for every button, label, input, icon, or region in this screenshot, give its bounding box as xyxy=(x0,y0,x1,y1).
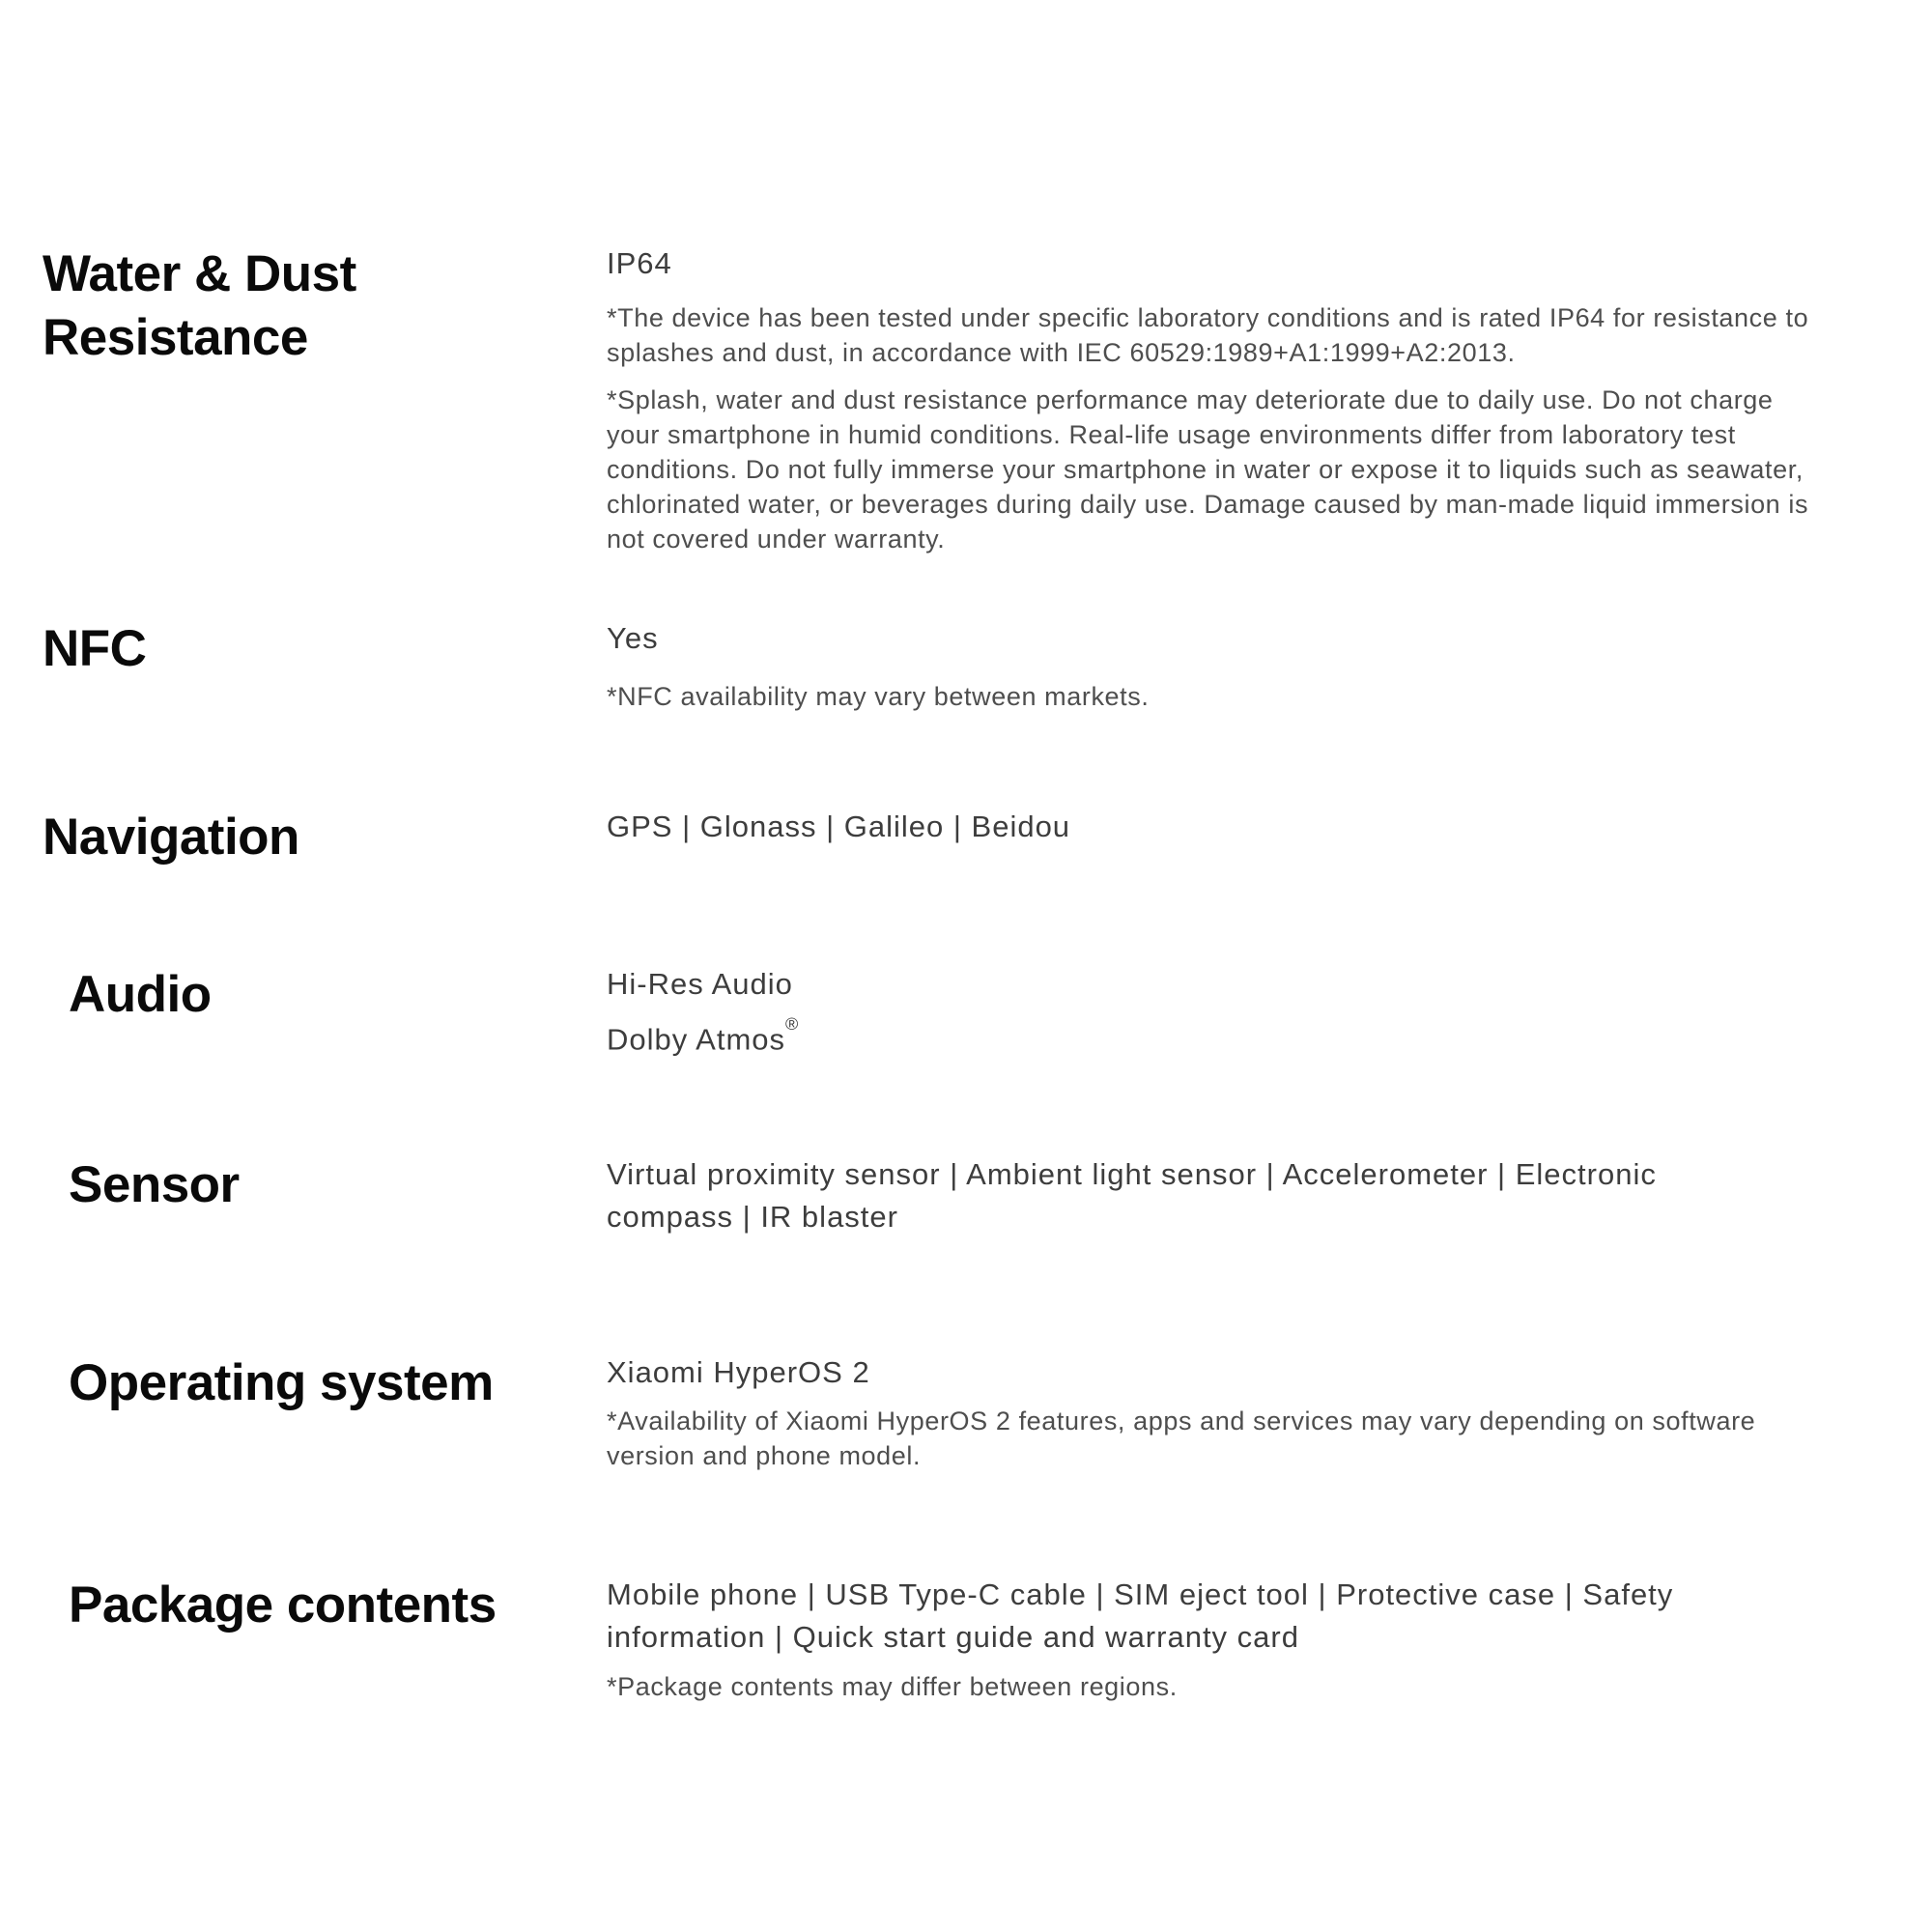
footnote-line: splashes and dust, in accordance with IEC 60529:1989+A1:1999+A2:2013. xyxy=(607,338,1516,367)
footnote-ip-test xyxy=(607,300,1920,370)
footnote-line: *Availability of Xiaomi HyperOS 2 features, apps and services may vary depending on software xyxy=(607,1406,1756,1435)
spec-content-nfc xyxy=(607,617,1920,714)
sensor-line: compass | IR blaster xyxy=(607,1200,898,1234)
dolby-atmos-text: Dolby Atmos xyxy=(607,1022,786,1057)
spec-content-navigation xyxy=(607,806,1920,848)
footnote-os-availability xyxy=(607,1404,1920,1473)
footnote-line: your smartphone in humid conditions. Real-life usage environments differ from laboratory test xyxy=(607,420,1736,449)
spec-label-operating-system: Operating system xyxy=(69,1354,494,1411)
footnote-splash-warning xyxy=(607,383,1920,556)
spec-value-ip-rating: IP64 xyxy=(607,246,672,280)
registered-trademark-mark: ® xyxy=(785,1014,799,1035)
footnote-line: conditions. Do not fully immerse your smartphone in water or expose it to liquids such as seawater, xyxy=(607,455,1804,484)
spec-label-package-contents: Package contents xyxy=(69,1577,497,1634)
spec-value-nfc: Yes xyxy=(607,621,659,655)
spec-value-hires-audio: Hi-Res Audio xyxy=(607,967,793,1001)
footnote-line: *The device has been tested under specific laboratory conditions and is rated IP64 for resistance to xyxy=(607,303,1809,332)
package-line: information | Quick start guide and warranty card xyxy=(607,1620,1299,1654)
spec-content-package-contents xyxy=(607,1574,1920,1704)
spec-value-navigation: GPS | Glonass | Galileo | Beidou xyxy=(607,810,1071,843)
spec-label-sensor: Sensor xyxy=(69,1156,240,1213)
spec-value-dolby-atmos xyxy=(607,1011,1920,1061)
footnote-line: *Splash, water and dust resistance performance may deteriorate due to daily use. Do not charge xyxy=(607,385,1774,414)
spec-content-water-dust-resistance xyxy=(607,242,1920,556)
spec-value-os: Xiaomi HyperOS 2 xyxy=(607,1355,870,1389)
spec-content-sensor xyxy=(607,1153,1920,1238)
footnote-line: version and phone model. xyxy=(607,1441,922,1470)
spec-label-nfc: NFC xyxy=(43,620,147,677)
spec-label-water-dust-resistance: Water & Dust Resistance xyxy=(43,245,356,366)
footnote-line: not covered under warranty. xyxy=(607,525,946,554)
spec-value-package-items xyxy=(607,1574,1920,1659)
spec-content-operating-system xyxy=(607,1351,1920,1473)
footnote-nfc-availability: *NFC availability may vary between markets. xyxy=(607,682,1150,711)
sensor-line: Virtual proximity sensor | Ambient light sensor | Accelerometer | Electronic xyxy=(607,1157,1657,1191)
footnote-line: chlorinated water, or beverages during daily use. Damage caused by man-made liquid immersion is xyxy=(607,490,1809,519)
spec-value-sensors xyxy=(607,1153,1920,1238)
spec-content-audio xyxy=(607,963,1920,1061)
package-line: Mobile phone | USB Type-C cable | SIM eject tool | Protective case | Safety xyxy=(607,1577,1674,1611)
spec-label-audio: Audio xyxy=(69,966,212,1023)
spec-label-navigation: Navigation xyxy=(43,809,299,866)
footnote-package-regions: *Package contents may differ between regions. xyxy=(607,1672,1178,1701)
